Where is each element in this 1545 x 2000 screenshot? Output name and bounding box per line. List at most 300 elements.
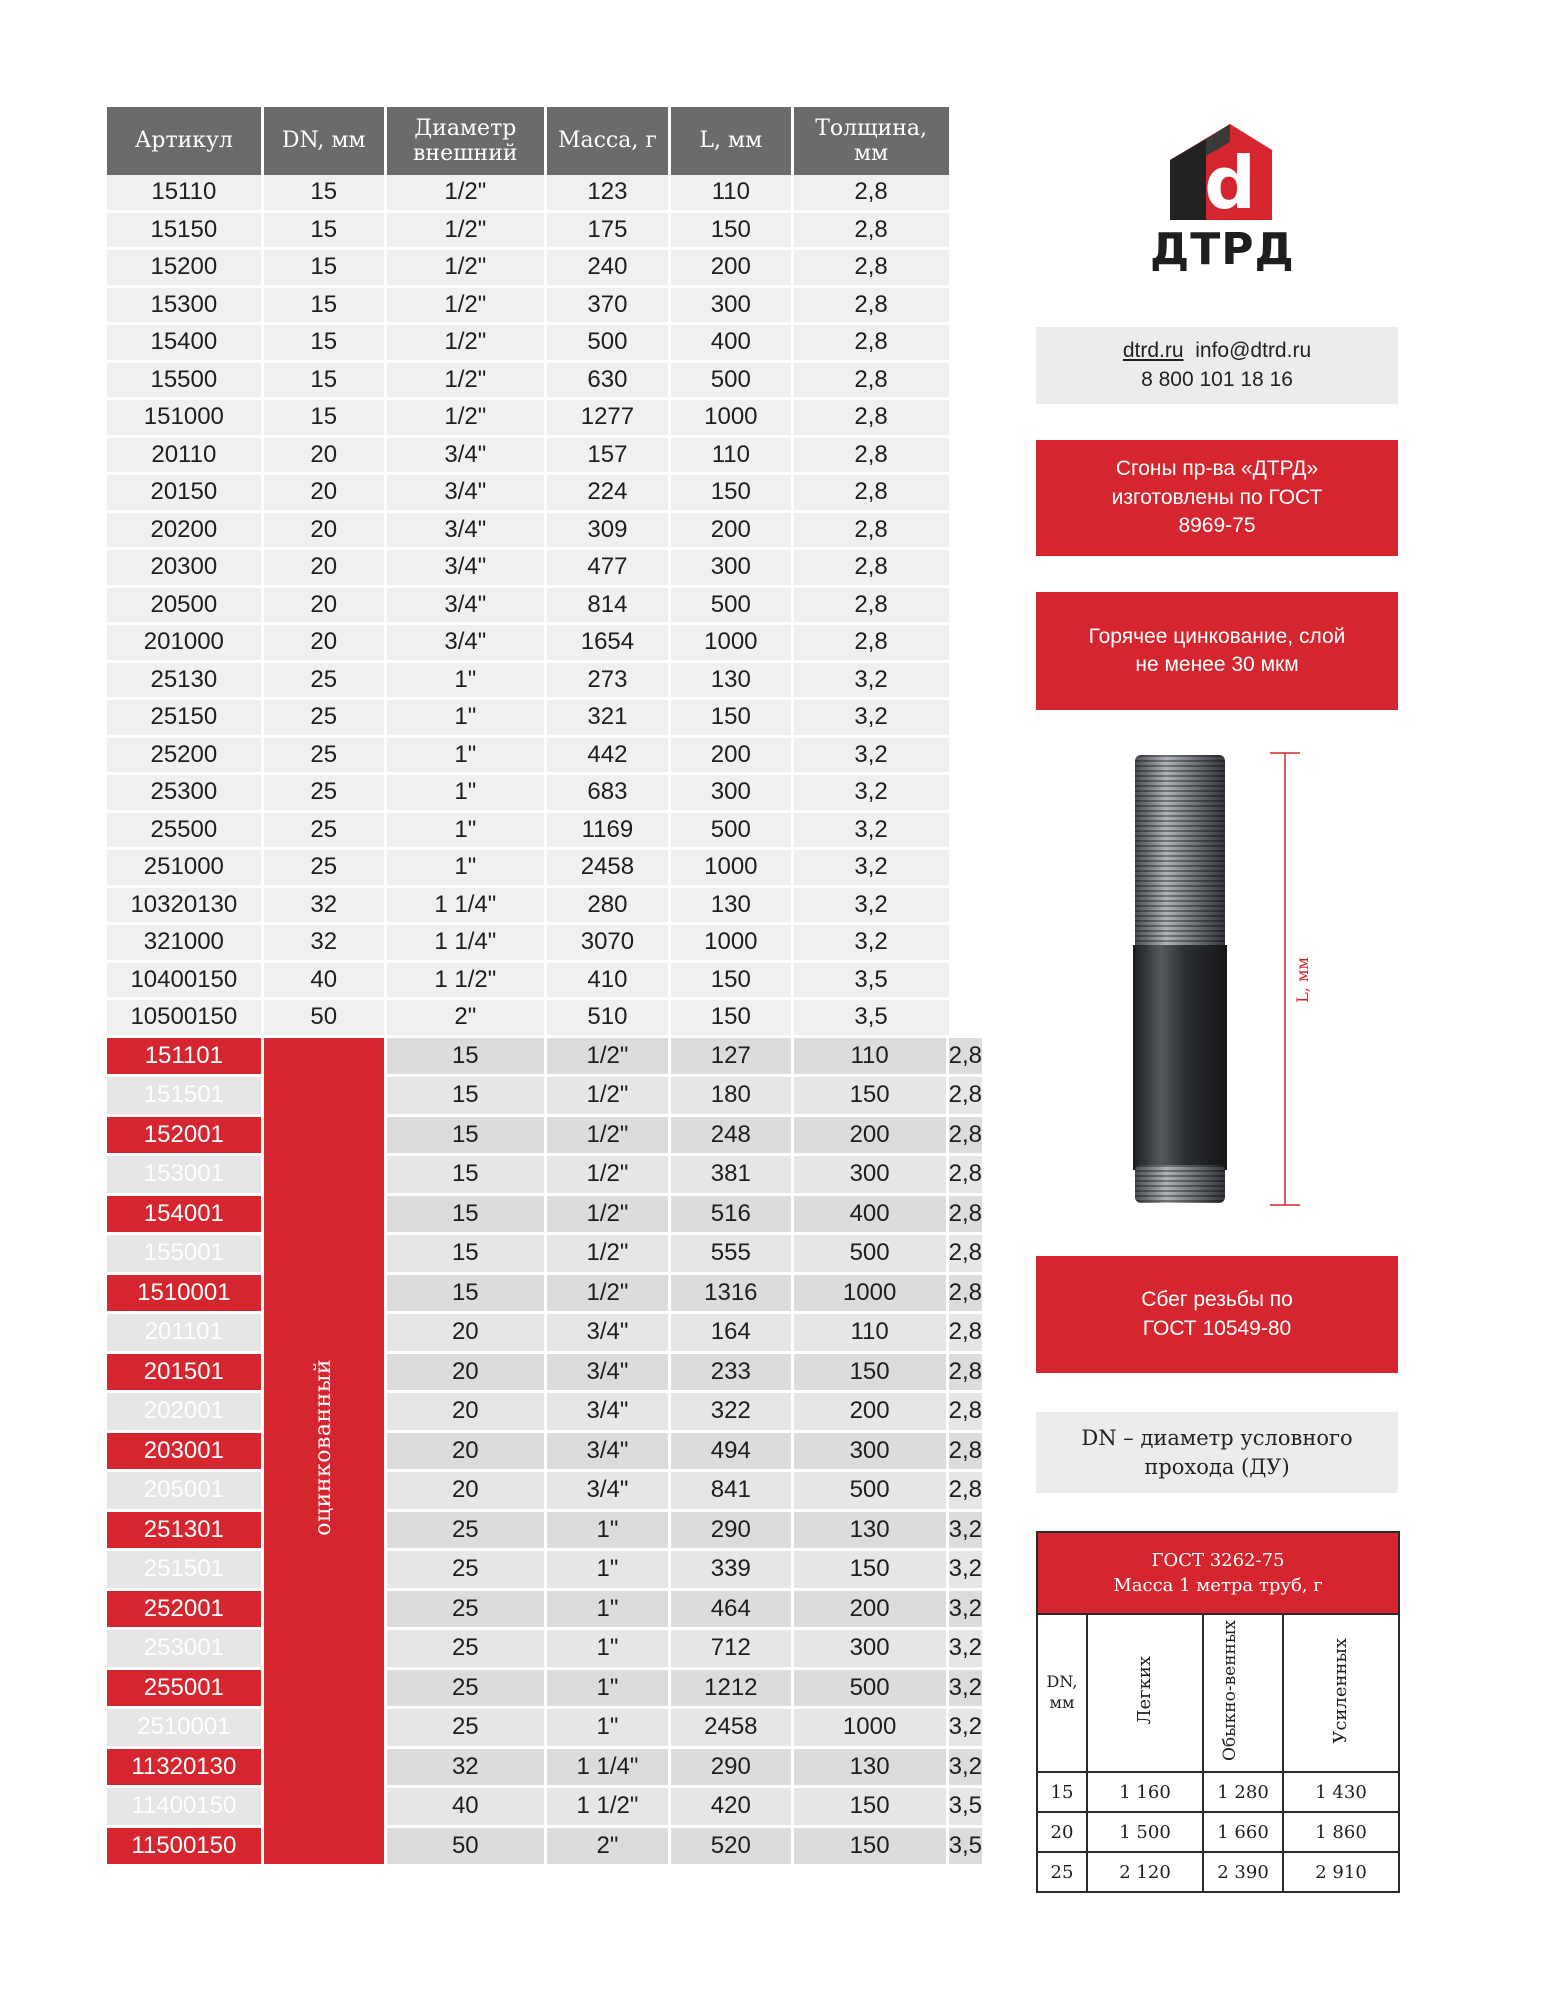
cell-dn: 20 — [387, 1433, 547, 1473]
cell-dn: 32 — [264, 925, 387, 963]
cell-dn: 25 — [264, 813, 387, 851]
cell-thickness: 2,8 — [794, 213, 949, 251]
cell-article: 151000 — [107, 400, 264, 438]
cell-diameter: 1/2" — [387, 250, 547, 288]
cell-dn: 15 — [387, 1156, 547, 1196]
cell-length: 150 — [671, 213, 794, 251]
cell-dn: 25 — [264, 700, 387, 738]
cell-mass: 309 — [547, 513, 671, 551]
cell-dn: 20 — [264, 438, 387, 476]
cell-thickness: 2,8 — [949, 1235, 982, 1275]
cell-diameter: 1 1/2" — [547, 1788, 671, 1828]
cell-dn: 20 — [264, 475, 387, 513]
cell-diameter: 1/2" — [547, 1156, 671, 1196]
cell-thickness: 3,2 — [794, 925, 949, 963]
cell-dn: 15 — [264, 213, 387, 251]
site-link[interactable]: dtrd.ru — [1122, 339, 1184, 363]
cell-mass: 510 — [547, 1000, 671, 1038]
cell-diameter: 1/2" — [387, 175, 547, 213]
zinc-note — [1036, 592, 1398, 710]
cell-diameter: 1/2" — [547, 1038, 671, 1078]
cell-article: 321000 — [107, 925, 264, 963]
cell-mass: 1212 — [671, 1670, 794, 1710]
cell-length: 150 — [671, 700, 794, 738]
table-row — [107, 1156, 982, 1196]
cell-dn: 15 — [264, 400, 387, 438]
cell-article: 205001 — [107, 1472, 264, 1512]
cell-article: 2510001 — [107, 1709, 264, 1749]
table-row — [107, 1235, 982, 1275]
cell-diameter: 1" — [387, 700, 547, 738]
cell-mass: 290 — [671, 1749, 794, 1789]
cell-article: 25300 — [107, 775, 264, 813]
cell-thickness: 3,2 — [794, 888, 949, 926]
cell-article: 201501 — [107, 1354, 264, 1394]
cell-diameter: 1" — [547, 1551, 671, 1591]
gost-subtitle: Масса 1 метра труб, г — [1113, 1575, 1323, 1596]
cell-dn: 25 — [387, 1709, 547, 1749]
cell-mass: 500 — [547, 325, 671, 363]
gost-cell-ordinary: 1 280 — [1203, 1772, 1283, 1812]
cell-article: 201101 — [107, 1314, 264, 1354]
cell-article: 15500 — [107, 363, 264, 401]
cell-article: 201000 — [107, 625, 264, 663]
cell-diameter: 1/2" — [547, 1275, 671, 1315]
cell-mass: 175 — [547, 213, 671, 251]
cell-mass: 420 — [671, 1788, 794, 1828]
table-row — [107, 1275, 982, 1315]
cell-thickness: 3,2 — [949, 1709, 982, 1749]
cell-dn: 20 — [264, 513, 387, 551]
cell-diameter: 1 1/4" — [387, 888, 547, 926]
cell-diameter: 3/4" — [387, 588, 547, 626]
table-row — [107, 1393, 982, 1433]
cell-dn: 15 — [387, 1117, 547, 1157]
table-row — [107, 700, 982, 738]
length-dimension-label: L, мм — [1293, 957, 1312, 1003]
cell-length: 200 — [794, 1117, 949, 1157]
table-row — [107, 1354, 982, 1394]
cell-thickness: 2,8 — [794, 513, 949, 551]
cell-length: 110 — [671, 438, 794, 476]
cell-length: 1000 — [794, 1709, 949, 1749]
gost-cell-ordinary: 1 660 — [1203, 1812, 1283, 1852]
table-row — [107, 175, 982, 213]
gost-note-text: Сгоны пр-ва «ДТРД» изготовлены по ГОСТ 8969-75 — [1111, 457, 1323, 538]
cell-diameter: 1" — [547, 1512, 671, 1552]
cell-dn: 50 — [264, 1000, 387, 1038]
cell-mass: 370 — [547, 288, 671, 326]
cell-length: 1000 — [794, 1275, 949, 1315]
table-row — [107, 775, 982, 813]
thread-note — [1036, 1256, 1398, 1373]
zinc-note-text: Горячее цинкование, слой не менее 30 мкм — [1088, 624, 1346, 676]
table-row — [107, 1630, 982, 1670]
cell-mass: 516 — [671, 1196, 794, 1236]
cell-mass: 127 — [671, 1038, 794, 1078]
cell-diameter: 3/4" — [387, 438, 547, 476]
cell-article: 11400150 — [107, 1788, 264, 1828]
gost-cell-reinforced: 2 910 — [1283, 1852, 1399, 1892]
gost-row — [1037, 1852, 1399, 1892]
cell-thickness: 2,8 — [794, 550, 949, 588]
cell-diameter: 1/2" — [547, 1117, 671, 1157]
cell-article: 253001 — [107, 1630, 264, 1670]
gost-cell-dn: 25 — [1037, 1852, 1087, 1892]
table-row — [107, 963, 982, 1001]
cell-article: 152001 — [107, 1117, 264, 1157]
cell-thickness: 2,8 — [794, 475, 949, 513]
cell-article: 25500 — [107, 813, 264, 851]
cell-length: 300 — [671, 550, 794, 588]
table-header-row — [107, 107, 982, 175]
cell-diameter: 3/4" — [387, 513, 547, 551]
cell-thickness: 2,8 — [949, 1156, 982, 1196]
cell-article: 10400150 — [107, 963, 264, 1001]
cell-article: 251301 — [107, 1512, 264, 1552]
cell-dn: 15 — [264, 288, 387, 326]
cell-article: 155001 — [107, 1235, 264, 1275]
cell-thickness: 2,8 — [949, 1433, 982, 1473]
brand-logo — [1150, 122, 1295, 282]
cell-mass: 410 — [547, 963, 671, 1001]
cell-diameter: 1" — [387, 663, 547, 701]
cell-article: 11320130 — [107, 1749, 264, 1789]
cell-mass: 1277 — [547, 400, 671, 438]
dn-note-text: DN – диаметр условного прохода (ДУ) — [1081, 1426, 1353, 1479]
table-row — [107, 438, 982, 476]
cell-mass: 814 — [547, 588, 671, 626]
galvanized-label-cell — [264, 1038, 387, 1868]
cell-length: 500 — [671, 588, 794, 626]
cell-diameter: 1" — [387, 775, 547, 813]
table-row — [107, 1551, 982, 1591]
cell-dn: 25 — [387, 1670, 547, 1710]
plain-rows — [107, 175, 982, 1038]
table-row — [107, 813, 982, 851]
cell-length: 110 — [794, 1314, 949, 1354]
cell-length: 150 — [794, 1551, 949, 1591]
cell-article: 255001 — [107, 1670, 264, 1710]
cell-dn: 25 — [264, 850, 387, 888]
cell-length: 110 — [671, 175, 794, 213]
cell-thickness: 3,2 — [949, 1591, 982, 1631]
cell-dn: 25 — [387, 1551, 547, 1591]
table-row — [107, 250, 982, 288]
pipe-nipple-image — [1120, 745, 1320, 1215]
cell-diameter: 1" — [547, 1670, 671, 1710]
cell-length: 130 — [794, 1749, 949, 1789]
cell-diameter: 3/4" — [547, 1433, 671, 1473]
cell-thickness: 2,8 — [949, 1196, 982, 1236]
cell-diameter: 1 1/2" — [387, 963, 547, 1001]
cell-mass: 2458 — [671, 1709, 794, 1749]
cell-article: 10320130 — [107, 888, 264, 926]
table-row — [107, 850, 982, 888]
cell-article: 202001 — [107, 1393, 264, 1433]
table-row — [107, 1314, 982, 1354]
cell-thickness: 2,8 — [794, 588, 949, 626]
cell-mass: 1654 — [547, 625, 671, 663]
cell-mass: 322 — [671, 1393, 794, 1433]
cell-mass: 381 — [671, 1156, 794, 1196]
cell-dn: 15 — [264, 325, 387, 363]
table-row — [107, 663, 982, 701]
cell-diameter: 3/4" — [547, 1314, 671, 1354]
header-thickness: Толщина, мм — [794, 107, 949, 175]
phone-number: 8 800 101 18 16 — [1141, 367, 1293, 391]
gost-cell-light: 1 500 — [1087, 1812, 1203, 1852]
cell-dn: 25 — [387, 1512, 547, 1552]
cell-dn: 20 — [264, 588, 387, 626]
cell-thickness: 3,2 — [949, 1551, 982, 1591]
email-link[interactable]: info@dtrd.ru — [1195, 339, 1312, 363]
header-article: Артикул — [107, 107, 264, 175]
cell-thickness: 2,8 — [949, 1038, 982, 1078]
cell-dn: 20 — [387, 1472, 547, 1512]
header-mass: Масса, г — [547, 107, 671, 175]
table-row — [107, 1472, 982, 1512]
table-row — [107, 1591, 982, 1631]
cell-thickness: 2,8 — [949, 1314, 982, 1354]
cell-diameter: 1" — [387, 850, 547, 888]
cell-mass: 233 — [671, 1354, 794, 1394]
cell-diameter: 1/2" — [387, 325, 547, 363]
cell-dn: 20 — [387, 1314, 547, 1354]
cell-article: 1510001 — [107, 1275, 264, 1315]
table-row — [107, 550, 982, 588]
gost-cell-light: 1 160 — [1087, 1772, 1203, 1812]
cell-diameter: 2" — [387, 1000, 547, 1038]
cell-dn: 15 — [264, 175, 387, 213]
cell-length: 200 — [794, 1393, 949, 1433]
cell-length: 300 — [794, 1630, 949, 1670]
cell-dn: 25 — [264, 775, 387, 813]
logo-letter: d — [1204, 141, 1256, 222]
cell-article: 25200 — [107, 738, 264, 776]
cell-thickness: 2,8 — [949, 1354, 982, 1394]
cell-diameter: 1 1/4" — [387, 925, 547, 963]
cell-dn: 25 — [387, 1591, 547, 1631]
table-row — [107, 738, 982, 776]
cell-length: 1000 — [671, 625, 794, 663]
cell-article: 20500 — [107, 588, 264, 626]
cell-mass: 520 — [671, 1828, 794, 1868]
gost-header-light: Легких — [1087, 1614, 1203, 1772]
cell-dn: 25 — [264, 663, 387, 701]
cell-article: 15110 — [107, 175, 264, 213]
cell-thickness: 3,2 — [794, 700, 949, 738]
cell-article: 15400 — [107, 325, 264, 363]
cell-article: 153001 — [107, 1156, 264, 1196]
cell-article: 20150 — [107, 475, 264, 513]
cell-length: 300 — [794, 1433, 949, 1473]
cell-diameter: 1 1/4" — [547, 1749, 671, 1789]
cell-mass: 3070 — [547, 925, 671, 963]
cell-thickness: 2,8 — [949, 1472, 982, 1512]
cell-diameter: 1/2" — [387, 213, 547, 251]
gost-cell-reinforced: 1 430 — [1283, 1772, 1399, 1812]
cell-length: 300 — [794, 1156, 949, 1196]
cell-dn: 25 — [264, 738, 387, 776]
cell-diameter: 1/2" — [387, 400, 547, 438]
cell-length: 130 — [794, 1512, 949, 1552]
cell-length: 200 — [671, 513, 794, 551]
header-diameter: Диаметр внешний — [387, 107, 547, 175]
table-row — [107, 213, 982, 251]
cell-thickness: 3,2 — [794, 738, 949, 776]
cell-diameter: 3/4" — [387, 625, 547, 663]
cell-length: 500 — [794, 1235, 949, 1275]
table-row — [107, 1788, 982, 1828]
cell-mass: 477 — [547, 550, 671, 588]
table-row — [107, 513, 982, 551]
cell-dn: 15 — [387, 1275, 547, 1315]
thread-note-text: Сбег резьбы по ГОСТ 10549-80 — [1141, 1288, 1293, 1340]
cell-diameter: 3/4" — [547, 1393, 671, 1433]
table-row — [107, 1709, 982, 1749]
cell-article: 151501 — [107, 1077, 264, 1117]
cell-mass: 280 — [547, 888, 671, 926]
cell-dn: 15 — [264, 250, 387, 288]
cell-dn: 15 — [387, 1196, 547, 1236]
cell-article: 20300 — [107, 550, 264, 588]
logo-word: ДТРД — [1150, 224, 1295, 275]
galvanized-rows — [107, 1038, 982, 1868]
cell-mass: 321 — [547, 700, 671, 738]
cell-article: 20110 — [107, 438, 264, 476]
header-length: L, мм — [671, 107, 794, 175]
cell-thickness: 3,5 — [794, 1000, 949, 1038]
cell-thickness: 2,8 — [949, 1275, 982, 1315]
cell-mass: 224 — [547, 475, 671, 513]
cell-dn: 32 — [387, 1749, 547, 1789]
cell-thickness: 3,2 — [949, 1749, 982, 1789]
cell-thickness: 2,8 — [794, 325, 949, 363]
cell-dn: 20 — [387, 1354, 547, 1394]
cell-article: 15300 — [107, 288, 264, 326]
table-row — [107, 288, 982, 326]
cell-mass: 273 — [547, 663, 671, 701]
gost-row — [1037, 1772, 1399, 1812]
cell-length: 300 — [671, 775, 794, 813]
gost-cell-ordinary: 2 390 — [1203, 1852, 1283, 1892]
cell-thickness: 3,2 — [949, 1670, 982, 1710]
cell-article: 25130 — [107, 663, 264, 701]
gost-table-title — [1037, 1532, 1399, 1614]
cell-diameter: 1/2" — [387, 363, 547, 401]
cell-article: 151101 — [107, 1038, 264, 1078]
cell-dn: 40 — [264, 963, 387, 1001]
cell-dn: 20 — [264, 550, 387, 588]
table-row — [107, 1000, 982, 1038]
cell-dn: 20 — [387, 1393, 547, 1433]
cell-thickness: 3,5 — [949, 1788, 982, 1828]
table-row — [107, 1077, 982, 1117]
gost-title: ГОСТ 3262-75 — [1151, 1549, 1285, 1571]
cell-diameter: 3/4" — [387, 475, 547, 513]
cell-thickness: 3,2 — [794, 850, 949, 888]
cell-dn: 15 — [387, 1235, 547, 1275]
table-row — [107, 925, 982, 963]
cell-dn: 15 — [387, 1077, 547, 1117]
cell-length: 150 — [671, 1000, 794, 1038]
cell-length: 300 — [671, 288, 794, 326]
cell-length: 150 — [794, 1828, 949, 1868]
cell-mass: 339 — [671, 1551, 794, 1591]
cell-dn: 20 — [264, 625, 387, 663]
cell-thickness: 3,2 — [794, 813, 949, 851]
cell-length: 200 — [794, 1591, 949, 1631]
gost-cell-dn: 20 — [1037, 1812, 1087, 1852]
cell-mass: 494 — [671, 1433, 794, 1473]
cell-diameter: 2" — [547, 1828, 671, 1868]
cell-thickness: 2,8 — [794, 175, 949, 213]
cell-mass: 240 — [547, 250, 671, 288]
cell-article: 10500150 — [107, 1000, 264, 1038]
dn-note — [1036, 1412, 1398, 1493]
table-row — [107, 400, 982, 438]
cell-article: 25150 — [107, 700, 264, 738]
cell-article: 15200 — [107, 250, 264, 288]
cell-mass: 555 — [671, 1235, 794, 1275]
cell-length: 130 — [671, 663, 794, 701]
cell-length: 150 — [794, 1354, 949, 1394]
cell-mass: 123 — [547, 175, 671, 213]
cell-thickness: 2,8 — [794, 250, 949, 288]
cell-length: 500 — [671, 813, 794, 851]
cell-thickness: 2,8 — [794, 438, 949, 476]
cell-dn: 32 — [264, 888, 387, 926]
gost-mass-table — [1036, 1531, 1400, 1893]
cell-thickness: 3,2 — [794, 663, 949, 701]
cell-diameter: 1" — [547, 1709, 671, 1749]
table-row — [107, 1828, 982, 1868]
cell-dn: 50 — [387, 1828, 547, 1868]
cell-diameter: 3/4" — [387, 550, 547, 588]
cell-mass: 290 — [671, 1512, 794, 1552]
cell-thickness: 2,8 — [794, 363, 949, 401]
cell-length: 1000 — [671, 925, 794, 963]
cell-length: 500 — [671, 363, 794, 401]
cell-mass: 248 — [671, 1117, 794, 1157]
gost-rows — [1037, 1772, 1399, 1892]
table-row — [107, 363, 982, 401]
cell-length: 200 — [671, 250, 794, 288]
table-row — [107, 475, 982, 513]
cell-article: 15150 — [107, 213, 264, 251]
cell-article: 154001 — [107, 1196, 264, 1236]
cell-thickness: 3,5 — [794, 963, 949, 1001]
cell-thickness: 2,8 — [794, 288, 949, 326]
cell-length: 400 — [794, 1196, 949, 1236]
cell-length: 150 — [794, 1077, 949, 1117]
cell-length: 150 — [794, 1788, 949, 1828]
house-logo-icon — [1150, 122, 1290, 222]
cell-dn: 25 — [387, 1630, 547, 1670]
cell-thickness: 2,8 — [794, 400, 949, 438]
contact-box — [1036, 327, 1398, 404]
cell-article: 251501 — [107, 1551, 264, 1591]
table-row — [107, 1670, 982, 1710]
cell-mass: 157 — [547, 438, 671, 476]
cell-mass: 1316 — [671, 1275, 794, 1315]
cell-mass: 1169 — [547, 813, 671, 851]
contact-line — [1123, 337, 1311, 365]
table-row — [107, 1749, 982, 1789]
cell-length: 200 — [671, 738, 794, 776]
gost-note — [1036, 440, 1398, 556]
